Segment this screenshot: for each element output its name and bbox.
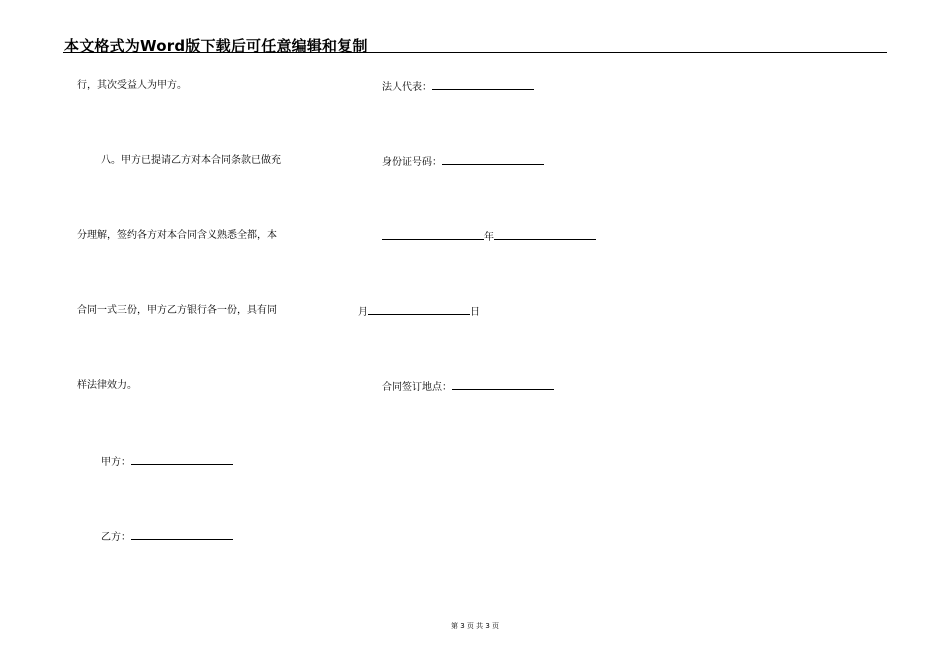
body-line-2: 八。甲方已提请乙方对本合同条款已做充 xyxy=(101,155,281,166)
party-a-blank xyxy=(131,455,233,465)
year-line xyxy=(382,230,596,244)
legal-rep-blank xyxy=(432,80,534,90)
year-blank-after xyxy=(494,230,596,240)
party-a-signature-line xyxy=(101,455,233,469)
party-b-label: 乙方： xyxy=(101,532,131,543)
sign-place-blank xyxy=(452,380,554,390)
sign-place-line xyxy=(382,380,554,394)
header-divider xyxy=(63,52,887,53)
id-number-blank xyxy=(442,155,544,165)
legal-rep-line xyxy=(382,80,534,94)
header-title: 本文格式为Word版下载后可任意编辑和复制 xyxy=(64,37,368,55)
day-label: 日 xyxy=(470,307,480,318)
year-blank-before xyxy=(382,230,484,240)
party-b-signature-line xyxy=(101,530,233,544)
sign-place-label: 合同签订地点： xyxy=(382,382,452,393)
body-line-1: 行，其次受益人为甲方。 xyxy=(77,80,187,91)
month-day-line xyxy=(358,305,480,319)
legal-rep-label: 法人代表： xyxy=(382,82,432,93)
body-line-4: 合同一式三份，甲方乙方银行各一份，具有同 xyxy=(77,305,277,316)
month-blank xyxy=(368,305,470,315)
page-footer: 第 3 页 共 3 页 xyxy=(450,622,500,630)
id-number-label: 身份证号码： xyxy=(382,157,442,168)
body-line-3: 分理解，签约各方对本合同含义熟悉全都，本 xyxy=(77,230,277,241)
party-a-label: 甲方： xyxy=(101,457,131,468)
body-line-5: 样法律效力。 xyxy=(77,380,137,391)
year-label: 年 xyxy=(484,232,494,243)
month-label: 月 xyxy=(358,307,368,318)
party-b-blank xyxy=(131,530,233,540)
id-number-line xyxy=(382,155,544,169)
